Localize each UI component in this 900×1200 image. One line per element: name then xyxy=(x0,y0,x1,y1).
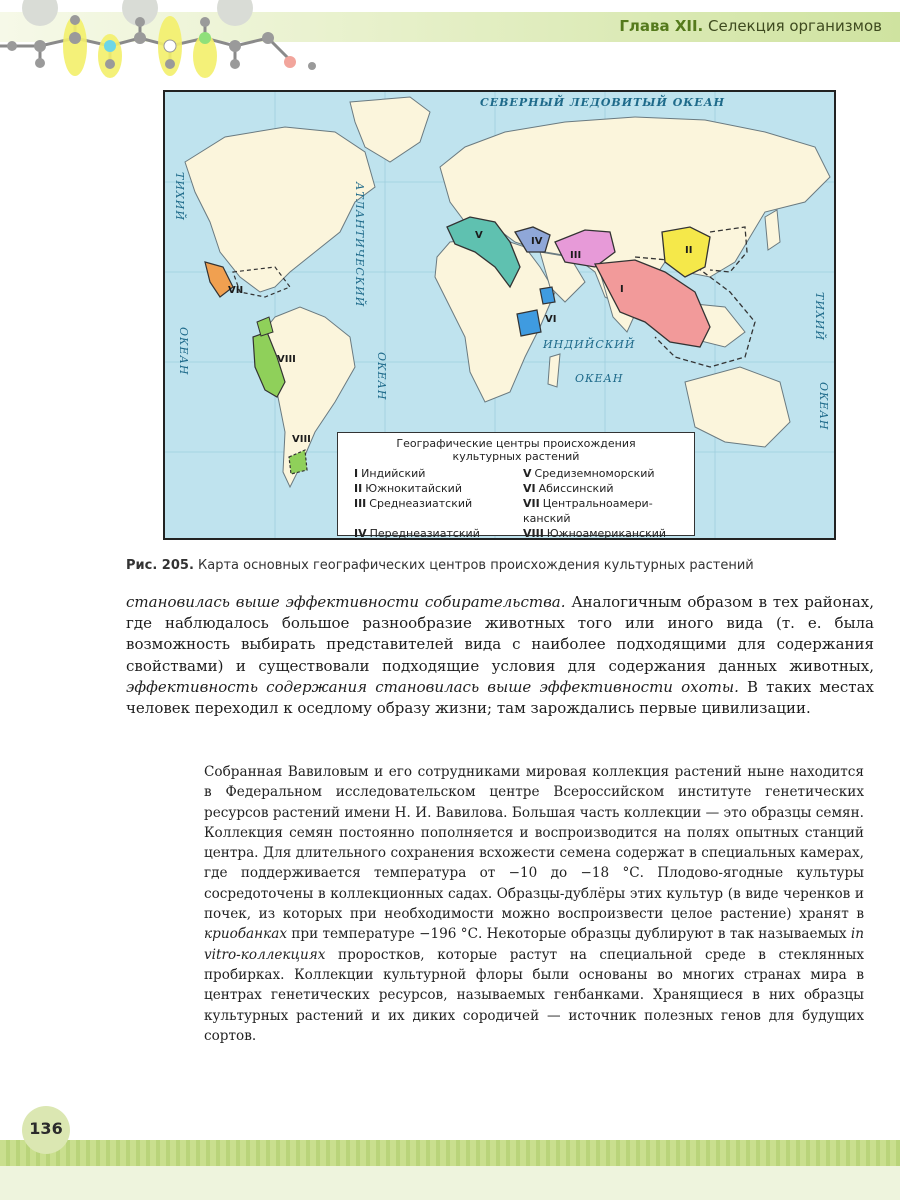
legend-title-line-1: Географические центры происхождения xyxy=(396,437,636,450)
center-label-i: I xyxy=(620,284,624,295)
legend-num: VI xyxy=(523,482,536,495)
legend-name: Южнокитайский xyxy=(365,482,462,495)
legend-item-indian xyxy=(354,466,517,481)
figure-caption-text: Карта основных географических центров происхождения культурных растений xyxy=(198,558,754,573)
legend-name: Центральноамери-канский xyxy=(523,497,653,525)
world-map xyxy=(163,90,836,540)
info-box-text xyxy=(204,762,864,1046)
center-label-iii: III xyxy=(570,250,582,261)
legend-num: IV xyxy=(354,527,367,540)
molecule-decoration-icon xyxy=(0,0,330,80)
legend-name: Переднеазиатский xyxy=(369,527,480,540)
legend-title xyxy=(338,437,694,463)
figure-label: Рис. 205. xyxy=(126,558,194,573)
arctic-ocean-label: СЕВЕРНЫЙ ЛЕДОВИТЫЙ ОКЕАН xyxy=(480,96,726,109)
legend-item-central-asian xyxy=(354,496,517,526)
legend-num: VIII xyxy=(523,527,544,540)
center-label-vii: VII xyxy=(228,285,244,296)
legend-name: Индийский xyxy=(361,467,426,480)
madagascar xyxy=(548,354,560,387)
legend-item-south-china xyxy=(354,481,517,496)
australia xyxy=(685,367,790,447)
pacific-right-label-2: ОКЕАН xyxy=(817,382,830,431)
legend-item-abyssinian xyxy=(523,481,686,496)
legend-item-near-eastern xyxy=(354,526,517,540)
box-text-2: при температуре −196 °С. Некоторые образцы дублируют в так называемых xyxy=(287,926,851,943)
center-south-american-dashed xyxy=(257,317,273,336)
map-legend xyxy=(337,432,695,540)
indian-ocean-label-1: ИНДИЙСКИЙ xyxy=(543,338,636,351)
legend-item-mediterranean xyxy=(523,466,686,481)
center-abyssinian-1 xyxy=(540,287,555,304)
center-label-iv: IV xyxy=(531,236,543,247)
body-paragraph xyxy=(126,592,874,719)
box-italic-cryobank: криобанках xyxy=(204,926,288,943)
paragraph-text-2: В таких местах человек переходил к оседлому образу жизни; там зарождались первые цивилизации. xyxy=(126,677,875,718)
center-label-v: V xyxy=(475,230,483,241)
pacific-right-label-1: ТИХИЙ xyxy=(813,292,826,341)
center-label-vi: VI xyxy=(545,314,557,325)
atlantic-label-2: ОКЕАН xyxy=(375,352,388,401)
box-text-3: проростков, которые растут на специальной среде в стеклянных пробирках. Коллекции культурной флоры были основаны во многих странах мира в центрах генетических ресурсов, называемых генбанками. Хранящиеся в них образцы культурных растений и их диких сородичей — источник полезных генов для будущих сортов. xyxy=(204,946,864,1044)
legend-title-line-2: культурных растений xyxy=(452,450,580,463)
legend-grid xyxy=(354,466,686,540)
paragraph-text-1: Аналогичным образом в тех районах, где наблюдалось большое разнообразие животных того или иного вида (т. е. была возможность выбирать представителей вида с наиболее подходящими для содержания свойствами) и существовали подходящие условия для содержания данных животных, xyxy=(126,593,874,675)
box-text-1: Собранная Вавиловым и его сотрудниками мировая коллекция растений ныне находится в Федеральном исследовательском центре Всероссийском институте генетических ресурсов растений имени Н. И. Вавилова. Большая часть коллекции — это образцы семян. Коллекция семян постоянно пополняется и воспроизводится на полях опытных станций центра. Для длительного сохранения всхожести семена содержат в специальных камерах, где поддерживается температура от −10 до −18 °С. Плодово-ягодные культуры сосредоточены в коллекционных садах. Образцы-дублёры этих культур (в виде черенков и почек, из которых при необходимости можно воспроизвести целое растение) хранят в xyxy=(204,764,864,923)
chapter-number: Глава XII. xyxy=(619,17,704,35)
indian-ocean-label-2: ОКЕАН xyxy=(575,372,624,385)
legend-num: VII xyxy=(523,497,540,510)
footer-band-lower xyxy=(0,1166,900,1200)
legend-num: II xyxy=(354,482,363,495)
figure-caption xyxy=(126,558,846,573)
center-abyssinian-2 xyxy=(517,310,541,336)
box-italic-in-vitro: in vitro-коллекциях xyxy=(204,926,864,963)
legend-name: Абиссинский xyxy=(538,482,614,495)
page-number: 136 xyxy=(29,1119,63,1138)
japan xyxy=(765,210,780,250)
legend-name: Средиземноморский xyxy=(534,467,655,480)
atlantic-label-1: АТЛАНТИЧЕСКИЙ xyxy=(353,182,366,308)
legend-name: Южноамериканский xyxy=(546,527,667,540)
footer-band xyxy=(0,1140,900,1166)
legend-item-south-american xyxy=(523,526,686,540)
chapter-title: Селекция организмов xyxy=(708,17,882,35)
center-label-viii-south: VIII xyxy=(292,434,311,445)
legend-name: Среднеазиатский xyxy=(369,497,473,510)
info-box xyxy=(178,752,872,1044)
italic-phrase-2: эффективность содержания становилась выше эффективности охоты. xyxy=(126,677,739,696)
legend-num: V xyxy=(523,467,532,480)
legend-num: I xyxy=(354,467,359,480)
italic-phrase-1: становилась выше эффективности собирательства. xyxy=(126,593,566,611)
pacific-left-label-2: ОКЕАН xyxy=(177,327,190,376)
pacific-left-label-1: ТИХИЙ xyxy=(173,172,186,221)
center-label-viii: VIII xyxy=(277,354,296,365)
chapter-heading xyxy=(619,17,882,35)
legend-num: III xyxy=(354,497,367,510)
center-label-ii: II xyxy=(685,245,693,256)
legend-item-central-american xyxy=(523,496,686,526)
